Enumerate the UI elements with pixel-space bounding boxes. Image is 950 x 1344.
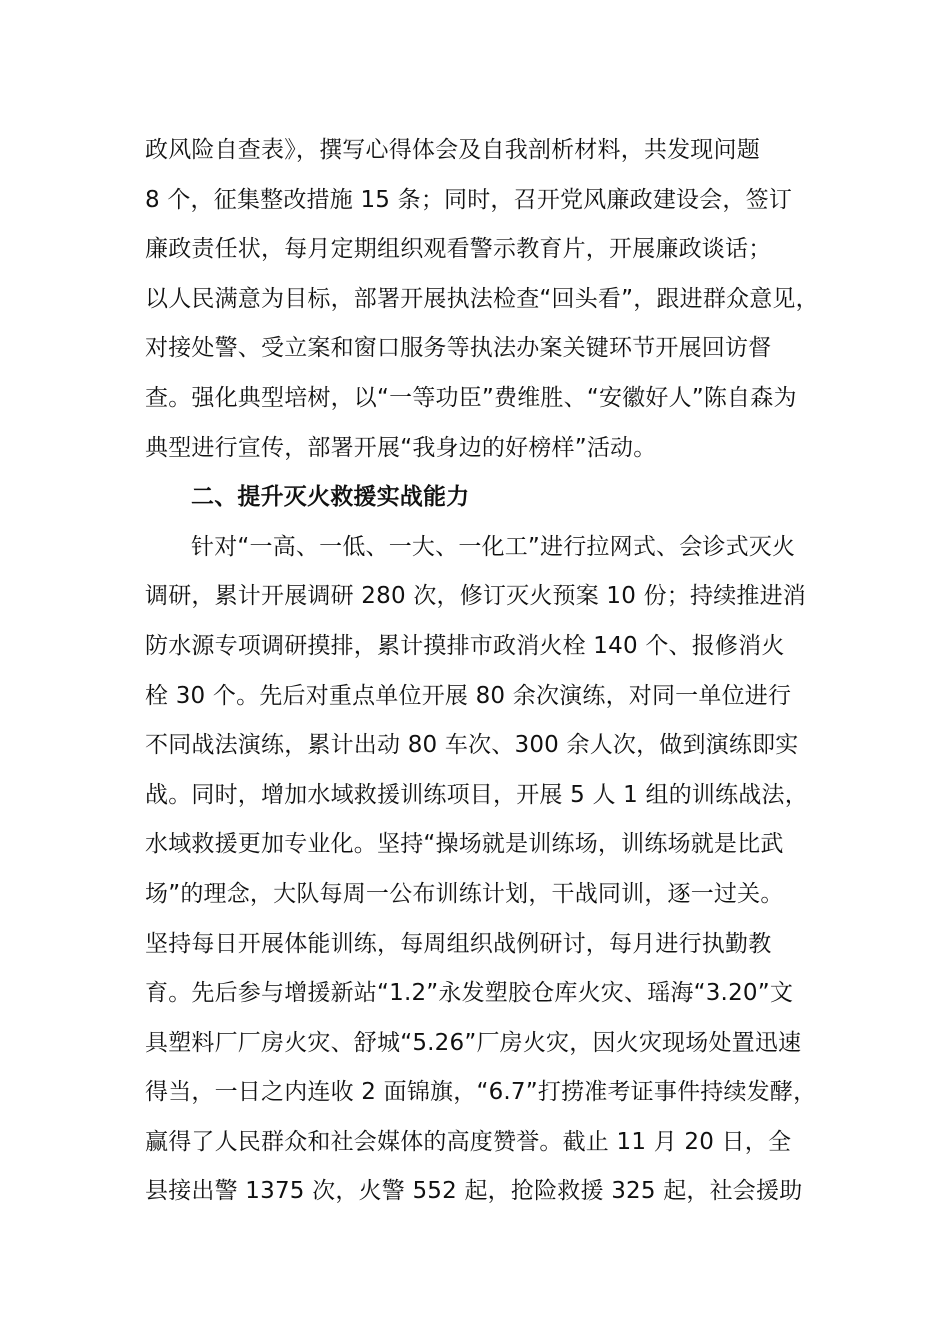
paragraph-line: 水域救援更加专业化。坚持“操场就是训练场，训练场就是比武 xyxy=(145,831,784,858)
paragraph-line: 调研，累计开展调研 280 次，修订灭火预案 10 份；持续推进消 xyxy=(145,583,807,610)
paragraph-line: 县接出警 1375 次，火警 552 起，抢险救援 325 起，社会援助 xyxy=(145,1178,803,1205)
paragraph-line: 场”的理念，大队每周一公布训练计划，干战同训，逐一过关。 xyxy=(145,880,784,907)
paragraph-line: 具塑料厂厂房火灾、舒城“5.26”厂房火灾，因火灾现场处置迅速 xyxy=(145,1029,802,1056)
paragraph-line: 8 个，征集整改措施 15 条；同时，召开党风廉政建设会，签订 xyxy=(145,186,793,213)
paragraph-line: 不同战法演练，累计出动 80 车次、300 余人次，做到演练即实 xyxy=(145,732,799,759)
paragraph-line: 典型进行宣传，部署开展“我身边的好榜样”活动。 xyxy=(145,434,657,461)
paragraph-line: 栓 30 个。先后对重点单位开展 80 余次演练，对同一单位进行 xyxy=(145,682,792,709)
paragraph-line: 育。先后参与增援新站“1.2”永发塑胶仓库火灾、瑶海“3.20”文 xyxy=(145,980,794,1007)
body-text xyxy=(145,126,835,1217)
paragraph-line: 查。强化典型培树，以“一等功臣”费维胜、“安徽好人”陈自森为 xyxy=(145,384,797,411)
paragraph-line: 对接处警、受立案和窗口服务等执法办案关键环节开展回访督 xyxy=(145,335,772,362)
paragraph-line: 坚持每日开展体能训练，每周组织战例研讨，每月进行执勤教 xyxy=(145,930,772,957)
paragraph-line: 针对“一高、一低、一大、一化工”进行拉网式、会诊式灭火 xyxy=(191,533,796,560)
paragraph-line: 赢得了人民群众和社会媒体的高度赞誉。截止 11 月 20 日，全 xyxy=(145,1128,792,1155)
paragraph-line: 战。同时，增加水域救援训练项目，开展 5 人 1 组的训练战法， xyxy=(145,781,808,808)
paragraph-line: 以人民满意为目标，部署开展执法检查“回头看”，跟进群众意见， xyxy=(145,285,819,312)
paragraph-line: 廉政责任状，每月定期组织观看警示教育片，开展廉政谈话； xyxy=(145,236,772,263)
paragraph-line: 防水源专项调研摸排，累计摸排市政消火栓 140 个、报修消火 xyxy=(145,632,785,659)
paragraph-line: 得当，一日之内连收 2 面锦旗，“6.7”打捞准考证事件持续发酵， xyxy=(145,1079,817,1106)
paragraph-line: 政风险自查表》，撰写心得体会及自我剖析材料，共发现问题 xyxy=(145,137,760,163)
section-heading: 二、提升灭火救援实战能力 xyxy=(191,484,470,511)
